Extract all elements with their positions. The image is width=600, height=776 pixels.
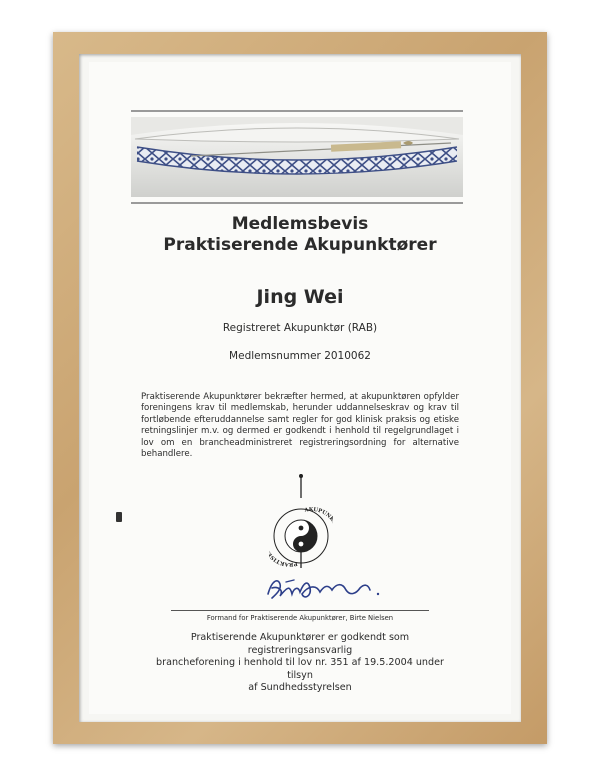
certificate-title: Medlemsbevis: [231, 214, 369, 234]
footer-line-2: brancheforening i henhold til lov nr. 351 af 19.5.2004 under tilsyn: [156, 657, 444, 681]
wooden-picture-frame: [53, 32, 547, 744]
logo-text-right: AKUPUN: [304, 506, 332, 520]
certificate-paper: [89, 62, 511, 714]
certificate-body-text: Praktiserende Akupunktører bekræfter hermed, at akupunktøren opfylder foreningens krav til medlemskab, herunder uddannelseskrav og krav til fortløbende efteruddannelse samt regler for god klinisk praksis og etiske retningslinjer m.v. og dermed er godkendt i henhold til regelgrundlaget i lov om en brancheadministreret registreringsordning for alternative behandlere.: [141, 392, 459, 460]
header-rule-bottom: [131, 202, 463, 204]
header-rule-top: [131, 110, 463, 112]
signature-line: [171, 610, 429, 611]
member-name: Jing Wei: [256, 286, 344, 308]
signature-caption: Formand for Praktiserende Akupunktører, Birte Nielsen: [206, 614, 394, 622]
registration-title: Registreret Akupunktør (RAB): [222, 322, 378, 334]
handwritten-signature: [264, 574, 394, 604]
footer-line-3: af Sundhedsstyrelsen: [248, 682, 352, 693]
wall-hook: [116, 512, 122, 522]
header-photo-bowl-needle: [131, 117, 463, 197]
certificate-subtitle: Praktiserende Akupunktører: [163, 235, 437, 255]
frame-mat: [79, 54, 521, 722]
certificate-footer: [145, 632, 455, 695]
yin-yang-needle-logo-icon: [269, 472, 333, 572]
logo-text-left: PRAKTIS: [269, 553, 298, 568]
member-number: Medlemsnummer 2010062: [229, 350, 371, 362]
footer-line-1: Praktiserende Akupunktører er godkendt som registreringsansvarlig: [190, 632, 410, 656]
bowl-needle-illustration: [131, 117, 463, 197]
